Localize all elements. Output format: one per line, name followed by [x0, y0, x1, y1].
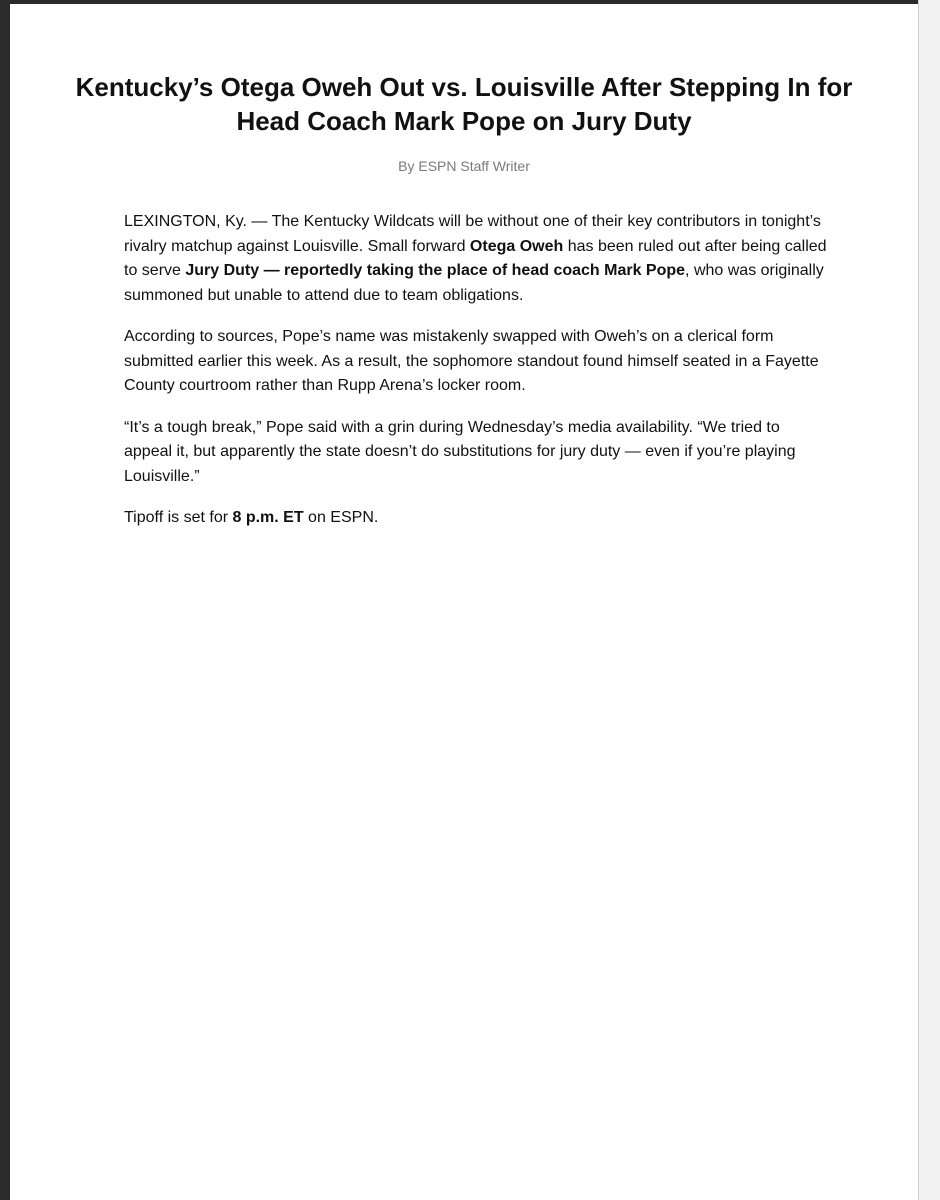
- jury-duty-bold: Jury Duty — reportedly taking the place of head coach Mark Pope: [185, 262, 686, 279]
- tipoff-time-bold: 8 p.m. ET: [232, 509, 304, 526]
- page-edge: [918, 0, 940, 1200]
- article-title: Kentucky’s Otega Oweh Out vs. Louisville After Stepping In for Head Coach Mark Pope on Jury Duty: [75, 72, 853, 136]
- paragraph-2: According to sources, Pope’s name was mistakenly swapped with Oweh’s on a clerical form submitted earlier this week. As a result, the sophomore standout found himself seated in a Fayette County courtroom rather than Rupp Arena’s locker room.: [124, 328, 819, 394]
- article-body: [124, 210, 828, 548]
- p1-text-e: , who was originally summoned but unable to attend due to team obligations.: [124, 262, 824, 304]
- p4-text-c: on ESPN.: [303, 509, 379, 526]
- paragraph-3: “It’s a tough break,” Pope said with a grin during Wednesday’s media availability. “We tried to appeal it, but apparently the state doesn’t do substitutions for jury duty — even if you’re playing Louisville.”: [124, 418, 796, 485]
- p1-text-a: LEXINGTON, Ky. — The Kentucky Wildcats will be without one of their key contributors in tonight’s rivalry matchup against Louisville. Small forward: [124, 213, 821, 255]
- player-name-bold: Otega Oweh: [469, 237, 564, 255]
- paragraph-1: [124, 210, 828, 308]
- p1-text-c: has been ruled out after being called to serve: [124, 237, 827, 279]
- p4-text-a: Tipoff is set for: [124, 509, 233, 526]
- paragraph-4: [124, 506, 828, 531]
- document-page: [10, 4, 918, 1200]
- article-byline: By ESPN Staff Writer: [398, 158, 530, 174]
